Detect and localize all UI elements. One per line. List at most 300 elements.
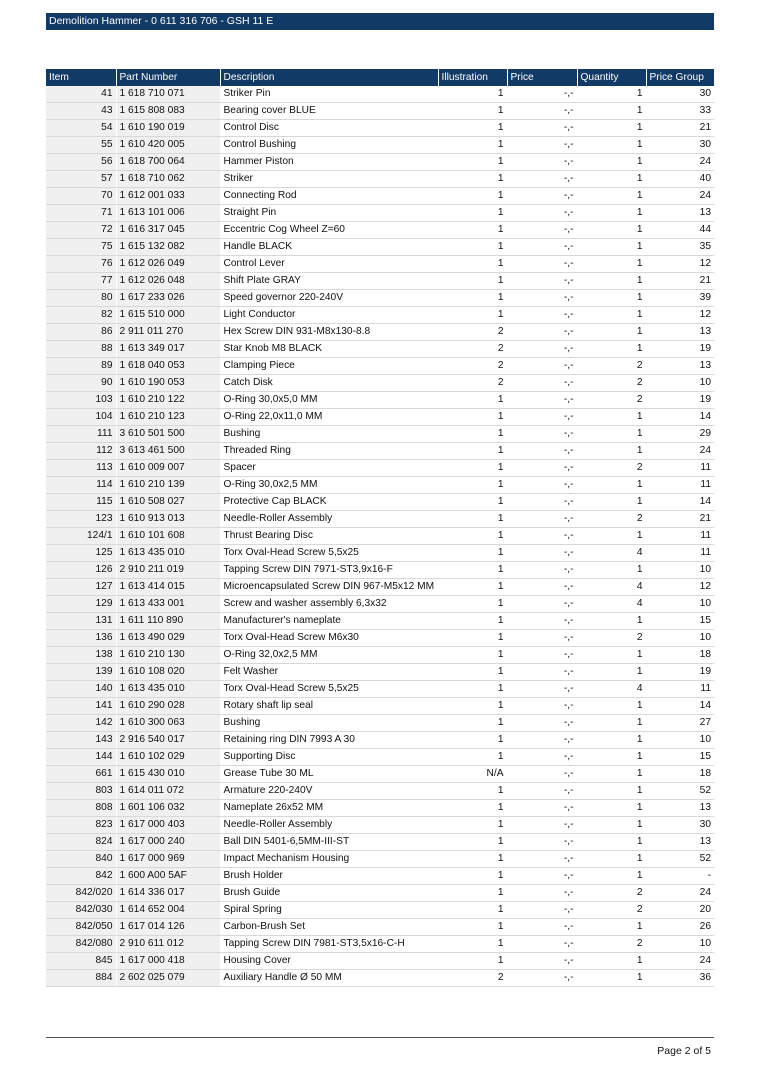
item-cell: 125 (46, 545, 116, 562)
description-cell: Torx Oval-Head Screw M6x30 (220, 630, 438, 647)
price-group-cell: 18 (646, 766, 714, 783)
part-number-cell: 1 612 026 048 (116, 273, 220, 290)
description-cell: Retaining ring DIN 7993 A 30 (220, 732, 438, 749)
price-group-cell: 10 (646, 630, 714, 647)
item-cell: 138 (46, 647, 116, 664)
table-row (46, 970, 714, 987)
quantity-cell: 1 (577, 817, 646, 834)
description-cell: Control Bushing (220, 137, 438, 154)
column-header-quantity: Quantity (577, 69, 646, 86)
price-cell: -,- (507, 868, 577, 885)
part-number-cell: 1 615 132 082 (116, 239, 220, 256)
price-cell: -,- (507, 766, 577, 783)
price-group-cell: 20 (646, 902, 714, 919)
part-number-cell: 1 610 210 122 (116, 392, 220, 409)
illustration-cell: 1 (438, 528, 507, 545)
description-cell: Needle-Roller Assembly (220, 817, 438, 834)
description-cell: Manufacturer's nameplate (220, 613, 438, 630)
quantity-cell: 1 (577, 732, 646, 749)
item-cell: 141 (46, 698, 116, 715)
description-cell: Spacer (220, 460, 438, 477)
table-row (46, 885, 714, 902)
description-cell: O-Ring 22,0x11,0 MM (220, 409, 438, 426)
price-cell: -,- (507, 613, 577, 630)
quantity-cell: 1 (577, 324, 646, 341)
table-row (46, 477, 714, 494)
description-cell: Handle BLACK (220, 239, 438, 256)
illustration-cell: 1 (438, 154, 507, 171)
illustration-cell: 1 (438, 409, 507, 426)
illustration-cell: 1 (438, 239, 507, 256)
price-cell: -,- (507, 732, 577, 749)
price-group-cell: 40 (646, 171, 714, 188)
item-cell: 808 (46, 800, 116, 817)
description-cell: Thrust Bearing Disc (220, 528, 438, 545)
quantity-cell: 2 (577, 358, 646, 375)
quantity-cell: 4 (577, 579, 646, 596)
illustration-cell: 1 (438, 664, 507, 681)
item-cell: 144 (46, 749, 116, 766)
item-cell: 114 (46, 477, 116, 494)
item-cell: 70 (46, 188, 116, 205)
item-cell: 140 (46, 681, 116, 698)
description-cell: Armature 220-240V (220, 783, 438, 800)
quantity-cell: 1 (577, 851, 646, 868)
item-cell: 41 (46, 86, 116, 103)
price-cell: -,- (507, 579, 577, 596)
table-row (46, 630, 714, 647)
price-group-cell: 11 (646, 545, 714, 562)
part-number-cell: 1 617 000 969 (116, 851, 220, 868)
price-group-cell: 13 (646, 205, 714, 222)
illustration-cell: 1 (438, 307, 507, 324)
price-cell: -,- (507, 749, 577, 766)
illustration-cell: 1 (438, 647, 507, 664)
description-cell: Connecting Rod (220, 188, 438, 205)
price-group-cell: 36 (646, 970, 714, 987)
table-row (46, 902, 714, 919)
item-cell: 884 (46, 970, 116, 987)
price-group-cell: 19 (646, 341, 714, 358)
quantity-cell: 1 (577, 919, 646, 936)
price-cell: -,- (507, 511, 577, 528)
description-cell: Bushing (220, 715, 438, 732)
table-row (46, 528, 714, 545)
part-number-cell: 1 618 700 064 (116, 154, 220, 171)
description-cell: Housing Cover (220, 953, 438, 970)
quantity-cell: 1 (577, 426, 646, 443)
part-number-cell: 2 910 211 019 (116, 562, 220, 579)
quantity-cell: 2 (577, 375, 646, 392)
price-group-cell: 12 (646, 307, 714, 324)
item-cell: 127 (46, 579, 116, 596)
table-row (46, 409, 714, 426)
illustration-cell: 1 (438, 953, 507, 970)
item-cell: 56 (46, 154, 116, 171)
table-row (46, 562, 714, 579)
quantity-cell: 1 (577, 494, 646, 511)
part-number-cell: 1 615 510 000 (116, 307, 220, 324)
part-number-cell: 1 618 710 062 (116, 171, 220, 188)
item-cell: 124/1 (46, 528, 116, 545)
part-number-cell: 1 610 108 020 (116, 664, 220, 681)
price-group-cell: 15 (646, 749, 714, 766)
price-group-cell: 24 (646, 885, 714, 902)
part-number-cell: 1 615 808 083 (116, 103, 220, 120)
table-row (46, 188, 714, 205)
item-cell: 76 (46, 256, 116, 273)
description-cell: Protective Cap BLACK (220, 494, 438, 511)
quantity-cell: 1 (577, 698, 646, 715)
document-title: Demolition Hammer - 0 611 316 706 - GSH 11 E (46, 13, 714, 30)
part-number-cell: 2 910 611 012 (116, 936, 220, 953)
price-cell: -,- (507, 188, 577, 205)
quantity-cell: 1 (577, 664, 646, 681)
quantity-cell: 1 (577, 273, 646, 290)
table-row (46, 834, 714, 851)
price-cell: -,- (507, 358, 577, 375)
illustration-cell: 1 (438, 681, 507, 698)
quantity-cell: 1 (577, 783, 646, 800)
illustration-cell: 1 (438, 103, 507, 120)
price-group-cell: 11 (646, 460, 714, 477)
price-group-cell: 52 (646, 851, 714, 868)
illustration-cell: 2 (438, 324, 507, 341)
illustration-cell: 2 (438, 358, 507, 375)
price-cell: -,- (507, 171, 577, 188)
item-cell: 661 (46, 766, 116, 783)
parts-table (46, 69, 714, 987)
description-cell: Brush Guide (220, 885, 438, 902)
quantity-cell: 1 (577, 868, 646, 885)
part-number-cell: 1 610 210 123 (116, 409, 220, 426)
table-row (46, 800, 714, 817)
price-cell: -,- (507, 834, 577, 851)
illustration-cell: 1 (438, 800, 507, 817)
price-group-cell: 10 (646, 596, 714, 613)
price-group-cell: 11 (646, 528, 714, 545)
table-header-row (46, 69, 714, 86)
part-number-cell: 1 610 009 007 (116, 460, 220, 477)
page-number: Page 2 of 5 (657, 1045, 711, 1057)
description-cell: Straight Pin (220, 205, 438, 222)
description-cell: Control Disc (220, 120, 438, 137)
price-group-cell: - (646, 868, 714, 885)
price-group-cell: 30 (646, 817, 714, 834)
price-group-cell: 13 (646, 324, 714, 341)
illustration-cell: 1 (438, 273, 507, 290)
illustration-cell: 1 (438, 511, 507, 528)
illustration-cell: 1 (438, 494, 507, 511)
item-cell: 113 (46, 460, 116, 477)
item-cell: 55 (46, 137, 116, 154)
price-group-cell: 29 (646, 426, 714, 443)
illustration-cell: 1 (438, 222, 507, 239)
part-number-cell: 1 613 101 006 (116, 205, 220, 222)
illustration-cell: 2 (438, 341, 507, 358)
part-number-cell: 1 613 414 015 (116, 579, 220, 596)
table-row (46, 596, 714, 613)
price-group-cell: 21 (646, 120, 714, 137)
table-row (46, 86, 714, 103)
price-cell: -,- (507, 273, 577, 290)
item-cell: 43 (46, 103, 116, 120)
quantity-cell: 1 (577, 409, 646, 426)
table-row (46, 936, 714, 953)
quantity-cell: 1 (577, 562, 646, 579)
price-cell: -,- (507, 103, 577, 120)
table-row (46, 783, 714, 800)
part-number-cell: 1 617 233 026 (116, 290, 220, 307)
table-row (46, 715, 714, 732)
price-cell: -,- (507, 681, 577, 698)
table-row (46, 511, 714, 528)
description-cell: Tapping Screw DIN 7981-ST3,5x16-C-H (220, 936, 438, 953)
part-number-cell: 1 610 190 053 (116, 375, 220, 392)
column-header-description: Description (220, 69, 438, 86)
illustration-cell: 1 (438, 817, 507, 834)
quantity-cell: 1 (577, 307, 646, 324)
item-cell: 54 (46, 120, 116, 137)
item-cell: 115 (46, 494, 116, 511)
price-group-cell: 35 (646, 239, 714, 256)
quantity-cell: 1 (577, 86, 646, 103)
part-number-cell: 1 610 508 027 (116, 494, 220, 511)
illustration-cell: 1 (438, 749, 507, 766)
quantity-cell: 1 (577, 970, 646, 987)
price-cell: -,- (507, 494, 577, 511)
quantity-cell: 1 (577, 205, 646, 222)
item-cell: 112 (46, 443, 116, 460)
illustration-cell: 1 (438, 698, 507, 715)
table-row (46, 613, 714, 630)
description-cell: Screw and washer assembly 6,3x32 (220, 596, 438, 613)
price-cell: -,- (507, 460, 577, 477)
part-number-cell: 1 610 290 028 (116, 698, 220, 715)
part-number-cell: 1 610 420 005 (116, 137, 220, 154)
description-cell: Rotary shaft lip seal (220, 698, 438, 715)
part-number-cell: 1 610 190 019 (116, 120, 220, 137)
illustration-cell: 1 (438, 477, 507, 494)
column-header-price-group: Price Group (646, 69, 714, 86)
price-cell: -,- (507, 392, 577, 409)
description-cell: Torx Oval-Head Screw 5,5x25 (220, 545, 438, 562)
table-row (46, 851, 714, 868)
quantity-cell: 1 (577, 613, 646, 630)
price-cell: -,- (507, 698, 577, 715)
price-group-cell: 13 (646, 834, 714, 851)
description-cell: Hex Screw DIN 931-M8x130-8.8 (220, 324, 438, 341)
quantity-cell: 4 (577, 596, 646, 613)
quantity-cell: 2 (577, 902, 646, 919)
quantity-cell: 1 (577, 154, 646, 171)
illustration-cell: 1 (438, 851, 507, 868)
price-group-cell: 21 (646, 273, 714, 290)
price-cell: -,- (507, 375, 577, 392)
description-cell: Striker (220, 171, 438, 188)
illustration-cell: 1 (438, 936, 507, 953)
price-group-cell: 30 (646, 137, 714, 154)
price-group-cell: 30 (646, 86, 714, 103)
table-row (46, 273, 714, 290)
part-number-cell: 1 617 014 126 (116, 919, 220, 936)
part-number-cell: 1 614 652 004 (116, 902, 220, 919)
illustration-cell: 2 (438, 970, 507, 987)
item-cell: 845 (46, 953, 116, 970)
table-row (46, 953, 714, 970)
description-cell: Microencapsulated Screw DIN 967-M5x12 MM (220, 579, 438, 596)
table-row (46, 766, 714, 783)
table-row (46, 919, 714, 936)
price-cell: -,- (507, 885, 577, 902)
column-header-part-number: Part Number (116, 69, 220, 86)
part-number-cell: 1 600 A00 5AF (116, 868, 220, 885)
illustration-cell: 1 (438, 86, 507, 103)
price-cell: -,- (507, 426, 577, 443)
description-cell: Eccentric Cog Wheel Z=60 (220, 222, 438, 239)
price-group-cell: 14 (646, 698, 714, 715)
description-cell: Brush Holder (220, 868, 438, 885)
price-cell: -,- (507, 800, 577, 817)
table-row (46, 222, 714, 239)
table-row (46, 120, 714, 137)
illustration-cell: 1 (438, 443, 507, 460)
price-cell: -,- (507, 86, 577, 103)
description-cell: Ball DIN 5401-6,5MM-III-ST (220, 834, 438, 851)
part-number-cell: 1 613 435 010 (116, 681, 220, 698)
column-header-price: Price (507, 69, 577, 86)
quantity-cell: 4 (577, 545, 646, 562)
part-number-cell: 3 613 461 500 (116, 443, 220, 460)
quantity-cell: 1 (577, 171, 646, 188)
item-cell: 142 (46, 715, 116, 732)
item-cell: 823 (46, 817, 116, 834)
quantity-cell: 1 (577, 256, 646, 273)
quantity-cell: 1 (577, 800, 646, 817)
price-cell: -,- (507, 409, 577, 426)
part-number-cell: 1 614 336 017 (116, 885, 220, 902)
price-group-cell: 27 (646, 715, 714, 732)
illustration-cell: 1 (438, 426, 507, 443)
illustration-cell: 1 (438, 205, 507, 222)
price-cell: -,- (507, 120, 577, 137)
part-number-cell: 1 615 430 010 (116, 766, 220, 783)
description-cell: Catch Disk (220, 375, 438, 392)
price-group-cell: 33 (646, 103, 714, 120)
description-cell: Hammer Piston (220, 154, 438, 171)
price-cell: -,- (507, 715, 577, 732)
price-cell: -,- (507, 596, 577, 613)
price-cell: -,- (507, 817, 577, 834)
part-number-cell: 3 610 501 500 (116, 426, 220, 443)
item-cell: 136 (46, 630, 116, 647)
part-number-cell: 2 916 540 017 (116, 732, 220, 749)
price-cell: -,- (507, 545, 577, 562)
part-number-cell: 1 613 349 017 (116, 341, 220, 358)
table-row (46, 545, 714, 562)
description-cell: Striker Pin (220, 86, 438, 103)
table-row (46, 443, 714, 460)
description-cell: Nameplate 26x52 MM (220, 800, 438, 817)
quantity-cell: 1 (577, 103, 646, 120)
table-row (46, 256, 714, 273)
description-cell: Needle-Roller Assembly (220, 511, 438, 528)
description-cell: Auxiliary Handle Ø 50 MM (220, 970, 438, 987)
part-number-cell: 1 617 000 418 (116, 953, 220, 970)
description-cell: Speed governor 220-240V (220, 290, 438, 307)
item-cell: 129 (46, 596, 116, 613)
price-group-cell: 18 (646, 647, 714, 664)
illustration-cell: 1 (438, 834, 507, 851)
illustration-cell: 1 (438, 919, 507, 936)
part-number-cell: 1 610 210 130 (116, 647, 220, 664)
table-row (46, 494, 714, 511)
quantity-cell: 1 (577, 477, 646, 494)
price-cell: -,- (507, 477, 577, 494)
part-number-cell: 2 911 011 270 (116, 324, 220, 341)
item-cell: 90 (46, 375, 116, 392)
part-number-cell: 1 618 040 053 (116, 358, 220, 375)
quantity-cell: 1 (577, 222, 646, 239)
description-cell: Grease Tube 30 ML (220, 766, 438, 783)
quantity-cell: 1 (577, 647, 646, 664)
table-row (46, 681, 714, 698)
table-row (46, 647, 714, 664)
item-cell: 104 (46, 409, 116, 426)
part-number-cell: 1 613 433 001 (116, 596, 220, 613)
price-group-cell: 24 (646, 154, 714, 171)
item-cell: 75 (46, 239, 116, 256)
price-cell: -,- (507, 630, 577, 647)
quantity-cell: 1 (577, 137, 646, 154)
table-row (46, 817, 714, 834)
illustration-cell: 1 (438, 596, 507, 613)
price-group-cell: 26 (646, 919, 714, 936)
table-row (46, 749, 714, 766)
price-group-cell: 10 (646, 562, 714, 579)
quantity-cell: 1 (577, 953, 646, 970)
price-group-cell: 44 (646, 222, 714, 239)
item-cell: 72 (46, 222, 116, 239)
item-cell: 842/080 (46, 936, 116, 953)
column-header-illustration: Illustration (438, 69, 507, 86)
part-number-cell: 1 617 000 403 (116, 817, 220, 834)
price-cell: -,- (507, 851, 577, 868)
description-cell: Control Lever (220, 256, 438, 273)
price-group-cell: 19 (646, 392, 714, 409)
price-cell: -,- (507, 528, 577, 545)
price-group-cell: 19 (646, 664, 714, 681)
table-row (46, 732, 714, 749)
table-row (46, 171, 714, 188)
price-cell: -,- (507, 919, 577, 936)
item-cell: 103 (46, 392, 116, 409)
table-row (46, 103, 714, 120)
price-cell: -,- (507, 137, 577, 154)
part-number-cell: 1 612 001 033 (116, 188, 220, 205)
price-group-cell: 39 (646, 290, 714, 307)
price-cell: -,- (507, 256, 577, 273)
part-number-cell: 1 610 210 139 (116, 477, 220, 494)
part-number-cell: 1 611 110 890 (116, 613, 220, 630)
price-group-cell: 11 (646, 681, 714, 698)
price-cell: -,- (507, 154, 577, 171)
part-number-cell: 1 610 300 063 (116, 715, 220, 732)
quantity-cell: 4 (577, 681, 646, 698)
item-cell: 842/030 (46, 902, 116, 919)
description-cell: Carbon-Brush Set (220, 919, 438, 936)
description-cell: Clamping Piece (220, 358, 438, 375)
